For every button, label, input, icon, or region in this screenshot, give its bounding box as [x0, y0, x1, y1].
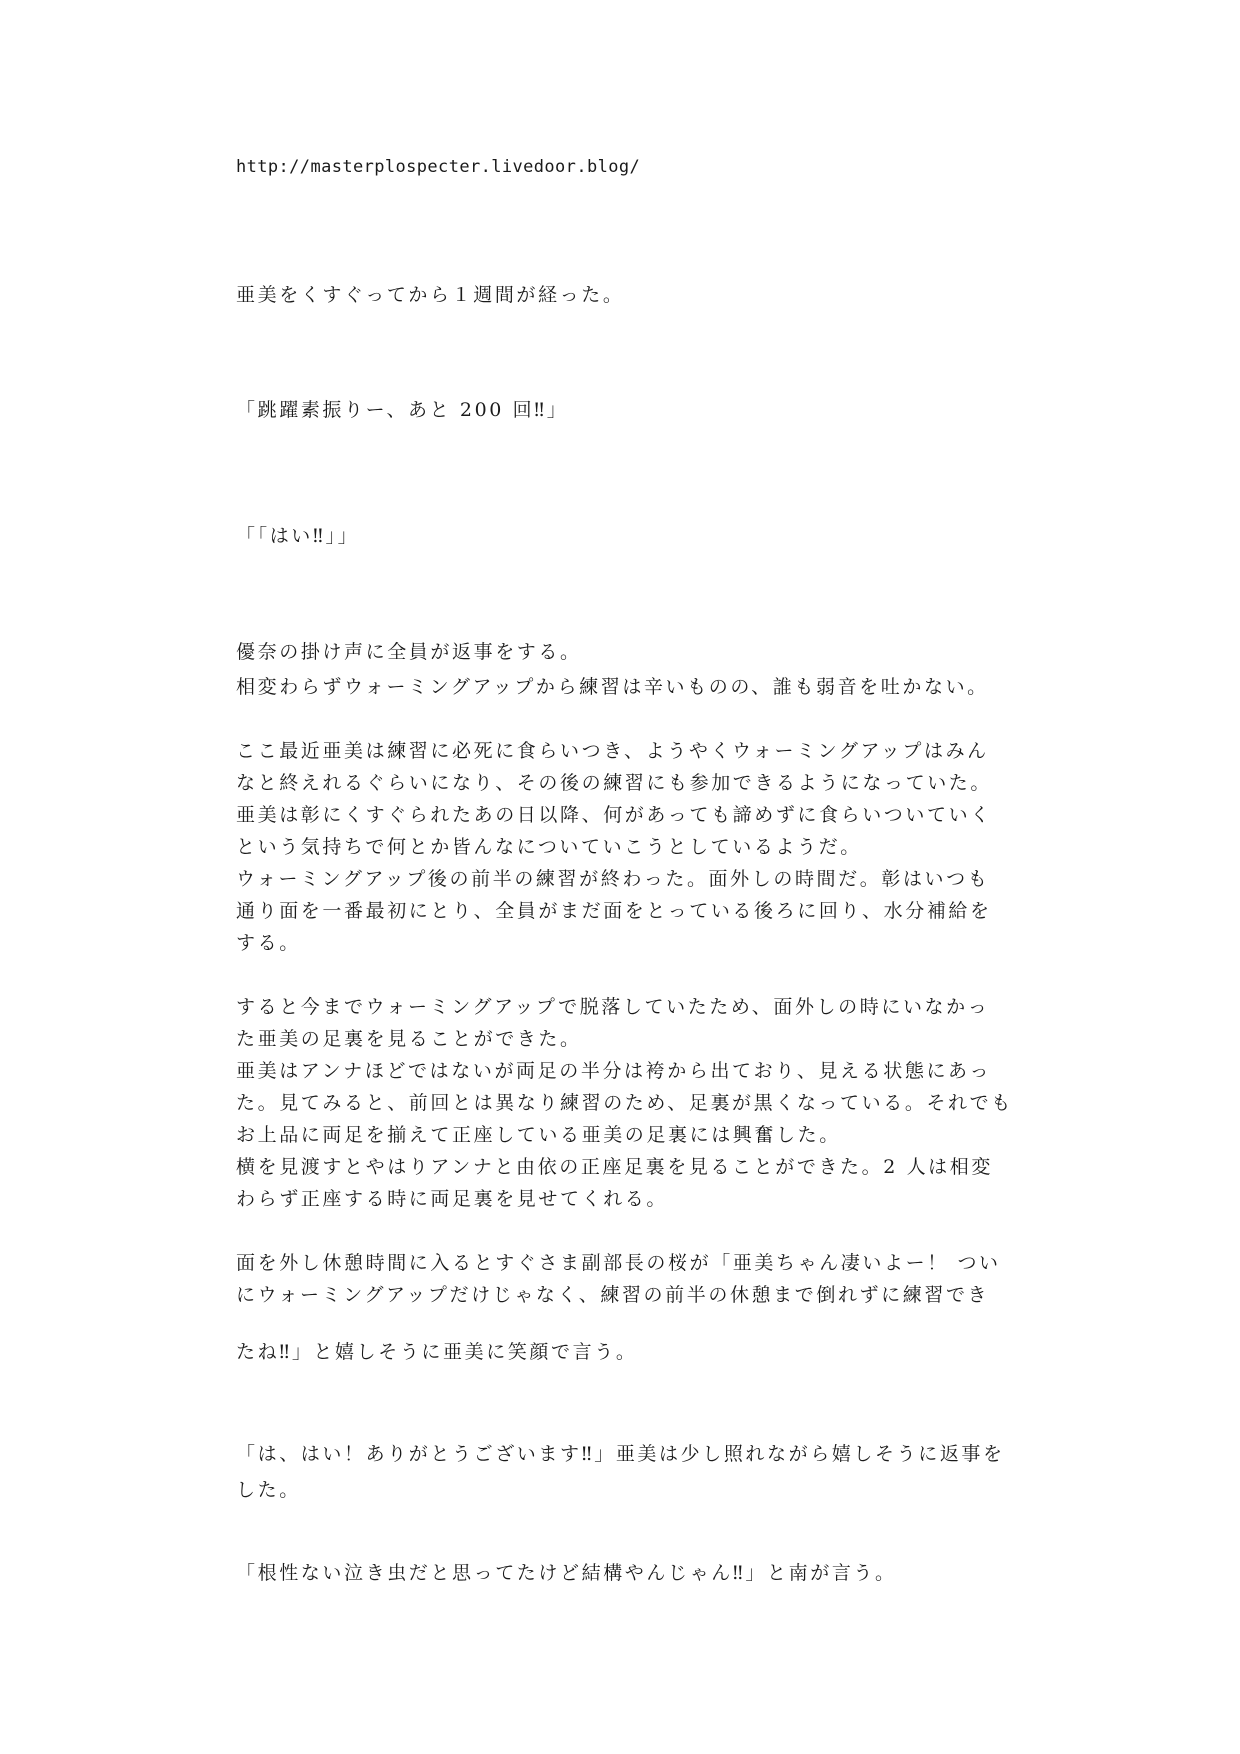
paragraph-line: 優奈の掛け声に全員が返事をする。: [236, 641, 582, 663]
paragraph-line: する。: [236, 932, 301, 954]
paragraph-line: なと終えれるぐらいになり、その後の練習にも参加できるようになっていた。: [236, 772, 993, 794]
dialogue-line: 「は、はい！ありがとうございます‼」亜美は少し照れながら嬉しそうに返事を: [236, 1443, 1005, 1465]
paragraph-line: 亜美をくすぐってから１週間が経った。: [236, 284, 625, 306]
paragraph-line: にウォーミングアップだけじゃなく、練習の前半の休憩まで倒れずに練習でき: [236, 1284, 990, 1306]
paragraph-line: ウォーミングアップ後の前半の練習が終わった。面外しの時間だ。彰はいつも: [236, 868, 990, 890]
paragraph-line: した。: [236, 1479, 301, 1501]
paragraph-line: という気持ちで何とか皆んなについていこうとしているようだ。: [236, 836, 862, 858]
paragraph-line: 通り面を一番最初にとり、全員がまだ面をとっている後ろに回り、水分補給を: [236, 900, 992, 922]
paragraph-line: すると今までウォーミングアップで脱落していたため、面外しの時にいなかっ: [236, 996, 990, 1018]
paragraph-line: 亜美はアンナほどではないが両足の半分は袴から出ており、見える状態にあっ: [236, 1060, 992, 1082]
paragraph-line: た亜美の足裏を見ることができた。: [236, 1028, 582, 1050]
paragraph-line: た。見てみると、前回とは異なり練習のため、足裏が黒くなっている。それでも: [236, 1092, 1013, 1114]
paragraph-line: 亜美は彰にくすぐられたあの日以降、何があっても諦めずに食らいついていく: [236, 804, 992, 826]
paragraph-line: 相変わらずウォーミングアップから練習は辛いものの、誰も弱音を吐かない。: [236, 676, 989, 698]
blog-url: http://masterplospecter.livedoor.blog/: [236, 157, 641, 177]
dialogue-line: 「根性ない泣き虫だと思ってたけど結構やんじゃん‼」と南が言う。: [236, 1562, 897, 1584]
paragraph-line: 横を見渡すとやはりアンナと由依の正座足裏を見ることができた。2 人は相変: [236, 1156, 993, 1178]
paragraph-line: ここ最近亜美は練習に必死に食らいつき、ようやくウォーミングアップはみん: [236, 740, 989, 762]
paragraph-line: 面を外し休憩時間に入るとすぐさま副部長の桜が「亜美ちゃん凄いよー！ つい: [236, 1252, 1001, 1274]
paragraph-line: お上品に両足を揃えて正座している亜美の足裏には興奮した。: [236, 1124, 841, 1146]
paragraph-line: わらず正座する時に両足裏を見せてくれる。: [236, 1188, 669, 1210]
paragraph-line: たね‼」と嬉しそうに亜美に笑顔で言う。: [236, 1341, 638, 1363]
dialogue-line: 「跳躍素振りー、あと 200 回‼」: [236, 399, 569, 421]
dialogue-line: 「「はい‼」」: [236, 525, 360, 547]
